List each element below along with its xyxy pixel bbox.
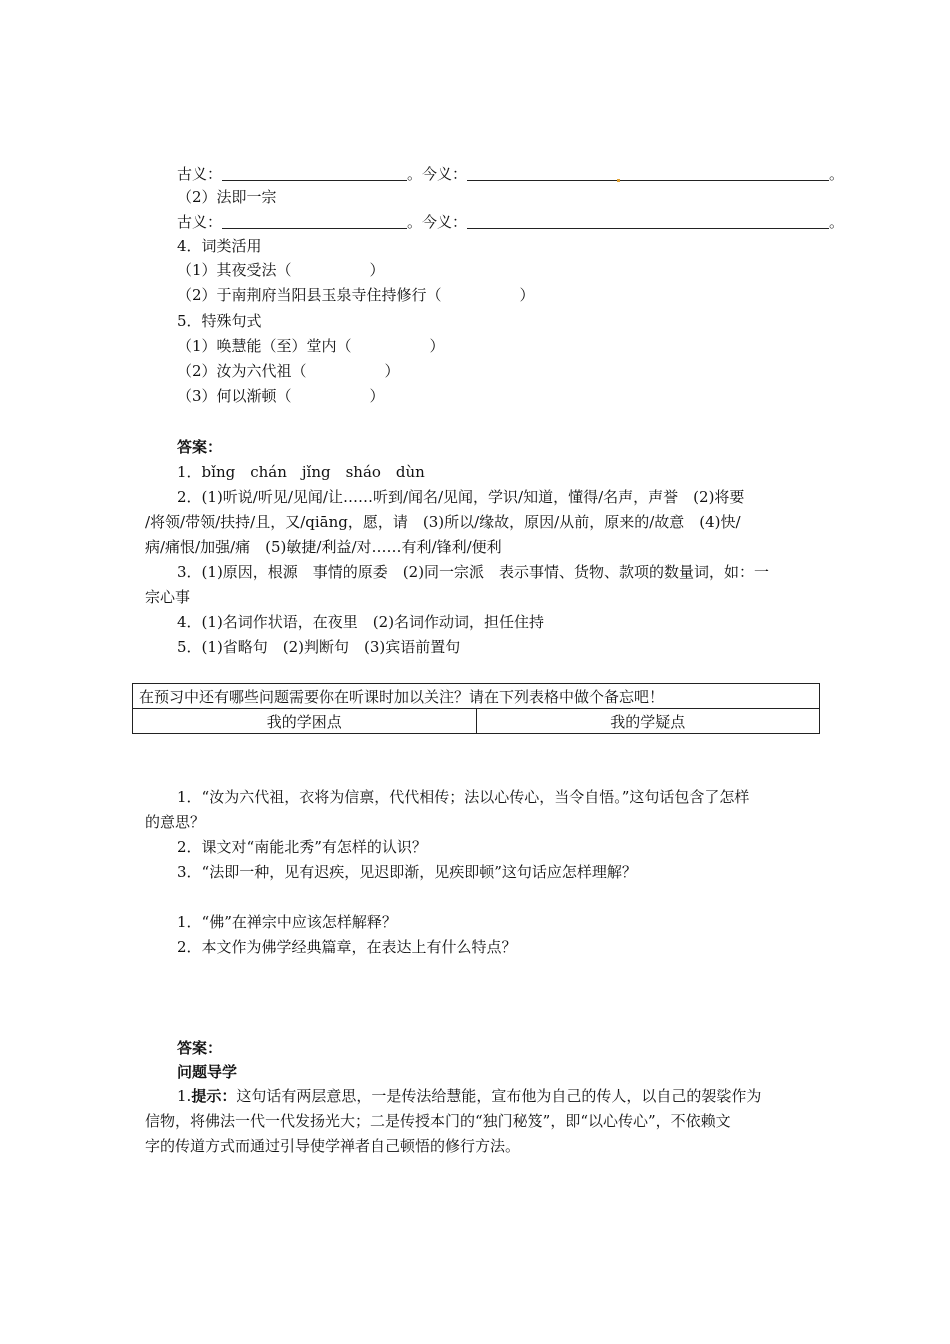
question-1: 1．“汝为六代祖，衣将为信禀，代代相传；法以心传心，当令自悟。”这句话包含了怎样 — [177, 788, 750, 806]
jin-label: 今义： — [422, 213, 468, 231]
teshu-title: 5．特殊句式 — [177, 312, 262, 330]
hint-label: 提示： — [191, 1087, 237, 1105]
memo-table — [132, 683, 820, 734]
gu-label: 古义： — [177, 213, 223, 231]
period: 。 — [407, 165, 423, 183]
question-2: 2．课文对“南能北秀”有怎样的认识？ — [177, 838, 427, 856]
answers-title: 答案： — [177, 438, 223, 456]
memo-header: 在预习中还有哪些问题需要你在听课时加以关注？请在下列表格中做个备忘吧！ — [133, 684, 820, 709]
answer-blank[interactable] — [467, 164, 829, 181]
period: 。 — [829, 213, 845, 231]
answer-blank[interactable] — [222, 164, 407, 181]
question-b-1: 1．“佛”在禅宗中应该怎样解释？ — [177, 913, 397, 931]
hint-line-3: 字的传道方式而通过引导使学禅者自己顿悟的修行方法。 — [145, 1137, 521, 1155]
period: 。 — [829, 165, 845, 183]
gu-jin-row-1 — [177, 163, 844, 185]
answers-title-2: 答案： — [177, 1039, 223, 1057]
gu-label: 古义： — [177, 165, 223, 183]
teshu-item-2: （2）汝为六代祖（ ） — [177, 362, 400, 380]
teshu-item-3: （3）何以渐顿（ ） — [177, 387, 385, 405]
question-b-2: 2．本文作为佛学经典篇章，在表达上有什么特点？ — [177, 938, 517, 956]
question-1-cont: 的意思？ — [145, 813, 206, 831]
huoyong-title: 4．词类活用 — [177, 237, 262, 255]
answer-line: 宗心事 — [145, 588, 191, 606]
huoyong-item-1: （1）其夜受法（ ） — [177, 261, 385, 279]
answer-line: 5．(1)省略句 (2)判断句 (3)宾语前置句 — [177, 638, 461, 656]
period: 。 — [407, 213, 423, 231]
gu-jin-row-2 — [177, 211, 844, 233]
answer-line: 1．bǐng chán jǐng sháo dùn — [177, 463, 425, 481]
answer-line: 4．(1)名词作状语，在夜里 (2)名词作动词，担任住持 — [177, 613, 545, 631]
question-3: 3．“法即一种，见有迟疾，见迟即渐，见疾即顿”这句话应怎样理解？ — [177, 863, 637, 881]
memo-col-doubt[interactable]: 我的学疑点 — [476, 709, 820, 734]
answer-line: 病/痛恨/加强/痛 (5)敏捷/利益/对……有利/锋利/便利 — [145, 538, 502, 556]
answer-line: /将领/带领/扶持/且，又/qiāng，愿，请 (3)所以/缘故，原因/从前，原来的/故意 (4)快/ — [145, 513, 741, 531]
answer-line: 2．(1)听说/听见/见闻/让……听到/闻名/见闻，学识/知道，懂得/名声，声誉 (2)将要 — [177, 488, 745, 506]
answer-blank[interactable] — [222, 212, 407, 229]
section-subtitle: 问题导学 — [177, 1063, 238, 1081]
memo-col-difficulty[interactable]: 我的学困点 — [133, 709, 477, 734]
hint-line-2: 信物，将佛法一代一代发扬光大；二是传授本门的“独门秘笈”，即“以心传心”，不依赖文 — [145, 1112, 731, 1130]
answer-line: 3．(1)原因，根源 事情的原委 (2)同一宗派 表示事情、货物、款项的数量词，如：一 — [177, 563, 770, 581]
teshu-item-1: （1）唤慧能（至）堂内（ ） — [177, 337, 445, 355]
answer-blank[interactable] — [467, 212, 829, 229]
vocab-item-2: （2）法即一宗 — [177, 188, 277, 206]
jin-label: 今义： — [422, 165, 468, 183]
hint-line-1: 1.提示：这句话有两层意思，一是传法给慧能，宣布他为自己的传人，以自己的袈裟作为 — [177, 1087, 762, 1105]
huoyong-item-2: （2）于南荆府当阳县玉泉寺住持修行（ ） — [177, 286, 535, 304]
